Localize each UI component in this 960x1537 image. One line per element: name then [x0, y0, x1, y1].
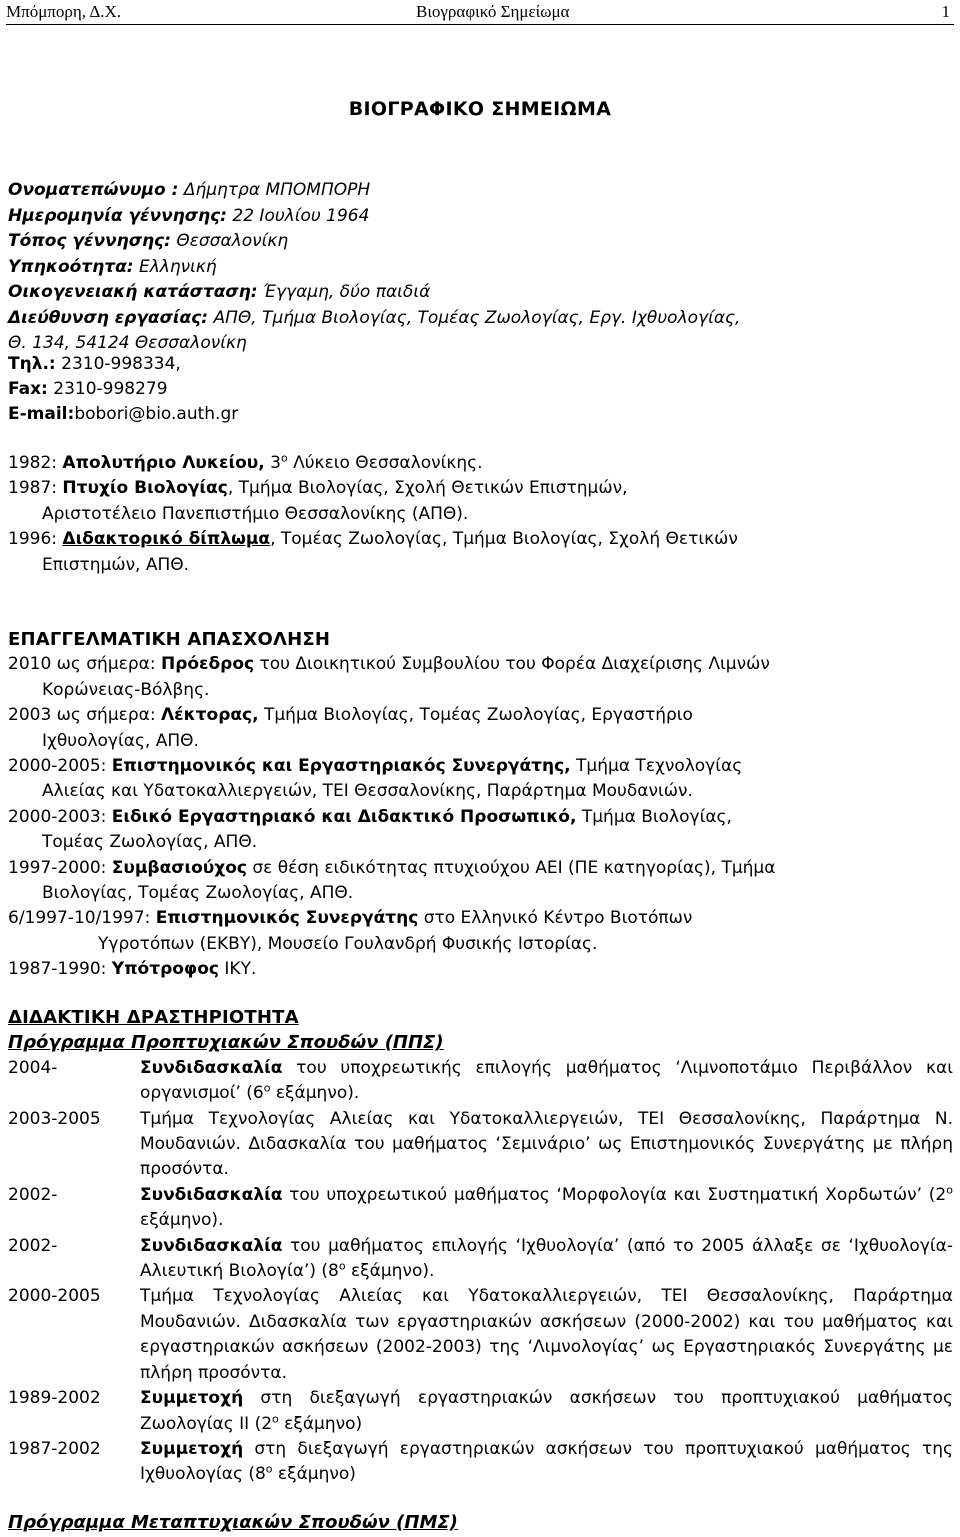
- email-label: E-mail:: [8, 404, 75, 424]
- teaching-entry: 1987-2002 Συμμετοχή στη διεξαγωγή εργαστηριακών ασκήσεων του προπτυχιακού μαθήματος της Ιχθυολογίας ($8^o$ εξάμηνο): [8, 1438, 953, 1485]
- name-value: Δήμητρα ΜΠΟΜΠΟΡΗ: [183, 180, 371, 200]
- dob-label: Ημερομηνία γέννησης:: [8, 205, 227, 226]
- teaching-title: ΔΙΔΑΚΤΙΚΗ ΔΡΑΣΤΗΡΙΟΤΗΤΑ: [8, 1007, 299, 1028]
- nationality-label: Υπηκοότητα:: [8, 256, 134, 277]
- employment-entry: 1987-1990: Υπότροφος ΙΚΥ.: [8, 959, 257, 980]
- address-label: Διεύθυνση εργασίας:: [8, 307, 209, 328]
- address-value-2: Θ. 134, 54124 Θεσσαλονίκη: [8, 333, 247, 353]
- email-link[interactable]: bobori@bio.auth.gr: [74, 404, 239, 424]
- header-author: Μπόμπορη, Δ.Χ.: [6, 2, 122, 21]
- teaching-entry: 1989-2002 Συμμετοχή στη διεξαγωγή εργαστηριακών ασκήσεων του προπτυχιακού μαθήματος Ζωολογίας ΙΙ ($2^o$ εξάμηνο): [8, 1388, 953, 1434]
- fax-label: Fax:: [8, 379, 48, 399]
- employment-entry: 2003 ως σήμερα: Λέκτορας, Τμήμα Βιολογίας, Τομέας Ζωολογίας, Εργαστήριο Ιχθυολογίας, ΑΠΘ.: [8, 705, 693, 751]
- education-section: [8, 451, 953, 578]
- family-label: Οικογενειακή κατάσταση:: [8, 282, 258, 302]
- header-divider: [6, 24, 954, 25]
- employment-section: [8, 627, 953, 983]
- teaching-entry: 2002- Συνδιδασκαλία του μαθήματος επιλογής ‘Ιχθυολογία’ (από το 2005 άλλαξε σε ‘Ιχθυολογία-Αλιευτική Βιολογία’) ($8^o$ εξάμηνο).: [8, 1235, 953, 1282]
- pob-value: Θεσσαλονίκη: [176, 231, 289, 251]
- personal-info: [8, 178, 953, 357]
- employment-entry: 1997-2000: Συμβασιούχος σε θέση ειδικότητας πτυχιούχου ΑΕΙ (ΠΕ κατηγορίας), Τμήμα Βιολογίας, Τομέας Ζωολογίας, ΑΠΘ.: [8, 857, 776, 904]
- nationality-value: Ελληνική: [138, 256, 217, 277]
- undergrad-subtitle: Πρόγραμμα Προπτυχιακών Σπουδών (ΠΠΣ): [8, 1032, 444, 1054]
- address-value: ΑΠΘ, Τμήμα Βιολογίας, Τομέας Ζωολογίας, Εργ. Ιχθυολογίας,: [213, 307, 741, 328]
- name-label: Ονοματεπώνυμο :: [8, 180, 179, 200]
- tel-value: 2310-998334,: [61, 354, 181, 374]
- teaching-section: [8, 1005, 953, 1535]
- header-page-number: 1: [941, 2, 950, 21]
- pob-label: Τόπος γέννησης:: [8, 231, 171, 251]
- tel-label: Τηλ.:: [8, 354, 56, 374]
- education-entry: 1987: Πτυχίο Βιολογίας, Τμήμα Βιολογίας, Σχολή Θετικών Επιστημών, Αριστοτέλειο Πανεπιστήμιο Θεσσαλονίκης (ΑΠΘ).: [8, 478, 628, 524]
- contact-info: [8, 352, 953, 427]
- teaching-entry: 2004- Συνδιδασκαλία του υποχρεωτικής επιλογής μαθήματος ‘Λιμνοποτάμιο Περιβάλλον και οργανισμοί’ ($6^o$ εξάμηνο).: [8, 1057, 953, 1104]
- teaching-entry: 2003-2005 Τμήμα Τεχνολογίας Αλιείας και Υδατοκαλλιεργειών, ΤΕΙ Θεσσαλονίκης, Παράρτημα Ν. Μουδανιών. Διδασκαλία του μαθήματος ‘Σεμινάριο’ ως Επιστημονικός Συνεργάτης με πλήρη προσόντα.: [8, 1108, 953, 1180]
- education-entry: 1996: Διδακτορικό δίπλωμα, Τομέας Ζωολογίας, Τμήμα Βιολογίας, Σχολή Θετικών Επιστημών, ΑΠΘ.: [8, 529, 738, 575]
- header-doc-title: Βιογραφικό Σημείωμα: [416, 2, 570, 21]
- teaching-entry: 2002- Συνδιδασκαλία του υποχρεωτικού μαθήματος ‘Μορφολογία και Συστηματική Χορδωτών’ ($2^o$ εξάμηνο).: [8, 1183, 953, 1231]
- dob-value: 22 Ιουλίου 1964: [232, 205, 370, 226]
- page-header: [6, 2, 954, 24]
- employment-entry: 2010 ως σήμερα: Πρόεδρος του Διοικητικού Συμβουλίου του Φορέα Διαχείρισης Λιμνών Κορώνειας-Βόλβης.: [8, 654, 770, 700]
- employment-title: ΕΠΑΓΓΕΛΜΑΤΙΚΗ ΑΠΑΣΧΟΛΗΣΗ: [8, 629, 331, 650]
- family-value: Έγγαμη, δύο παιδιά: [262, 282, 431, 302]
- postgrad-subtitle: Πρόγραμμα Μεταπτυχιακών Σπουδών (ΠΜΣ): [8, 1511, 458, 1533]
- employment-entry: 2000-2005: Επιστημονικός και Εργαστηριακός Συνεργάτης, Τμήμα Τεχνολογίας Αλιείας και Υδατοκαλλιεργειών, ΤΕΙ Θεσσαλονίκης, Παράρτημα Μουδανιών.: [8, 756, 743, 802]
- teaching-entry: 2000-2005 Τμήμα Τεχνολογίας Αλιείας και Υδατοκαλλιεργειών, ΤΕΙ Θεσσαλονίκης, Παράρτημα Μουδανιών. Διδασκαλία των εργαστηριακών ασκήσεων (2000-2002) και του μαθήματος και εργαστηριακών ασκήσεων (2002-2003) της ‘Λιμνολογίας’ ως Εργαστηριακός Συνεργάτης με πλήρη προσόντα.: [8, 1286, 953, 1383]
- education-entry: 1982: Απολυτήριο Λυκείου, $3^o$ Λύκειο Θεσσαλονίκης.: [8, 451, 483, 473]
- fax-value: 2310-998279: [53, 379, 168, 399]
- page-title: ΒΙΟΓΡΑΦΙΚΟ ΣΗΜΕΙΩΜΑ: [348, 98, 612, 120]
- employment-entry: 6/1997-10/1997: Επιστημονικός Συνεργάτης στο Ελληνικό Κέντρο Βιοτόπων Υγροτόπων (ΕΚΒΥ), Μουσείο Γουλανδρή Φυσικής Ιστορίας.: [8, 908, 693, 954]
- employment-entry: 2000-2003: Ειδικό Εργαστηριακό και Διδακτικό Προσωπικό, Τμήμα Βιολογίας, Τομέας Ζωολογίας, ΑΠΘ.: [8, 806, 732, 853]
